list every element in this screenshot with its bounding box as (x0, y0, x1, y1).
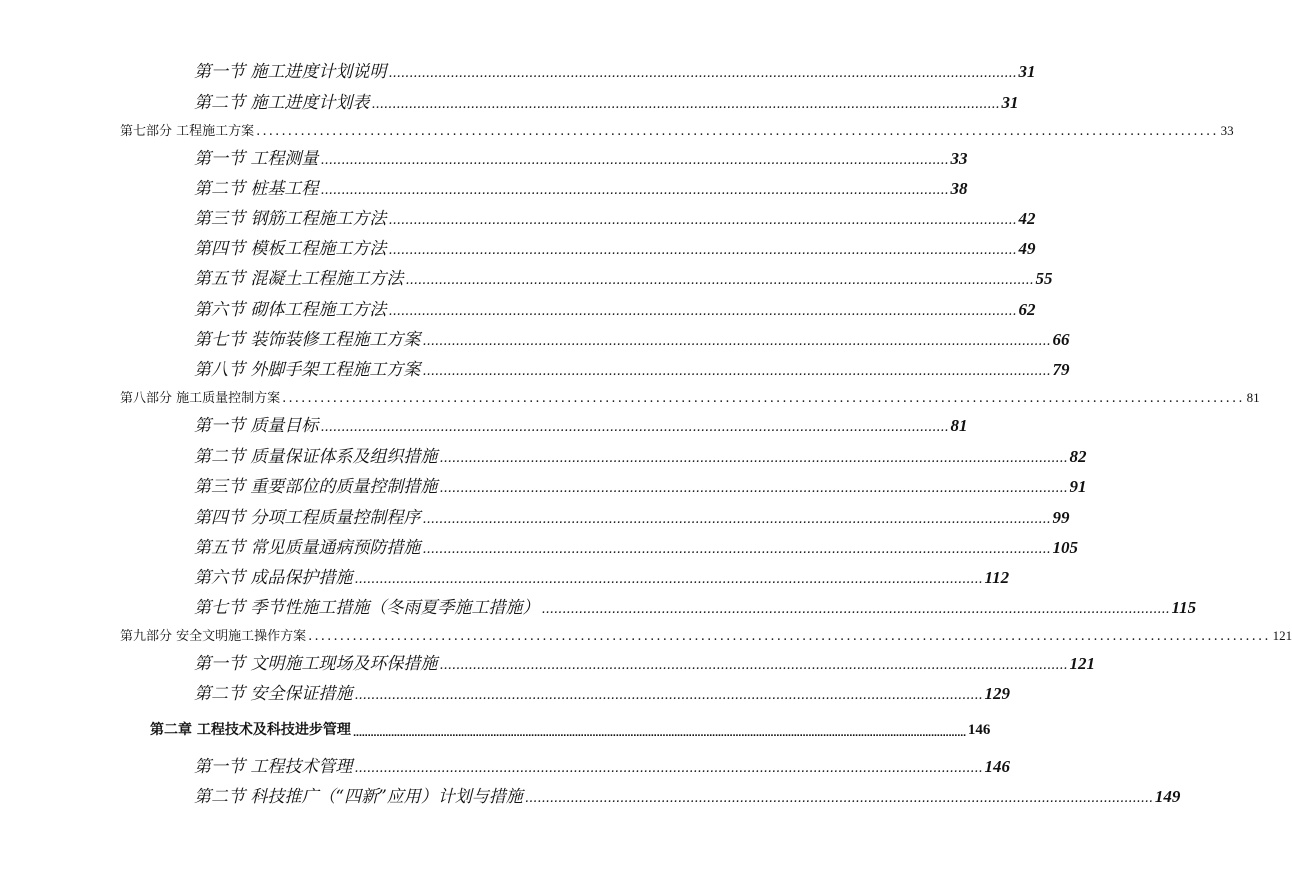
toc-entry-section[interactable] (194, 145, 968, 169)
dot-leader: ........................................................................................................................................................ (422, 512, 1051, 527)
dot-leader: ........................................................................................................................................................ (439, 481, 1068, 496)
toc-entry-title: 第二节 安全保证措施 (194, 684, 353, 704)
toc-entry-title: 第三节 重要部位的质量控制措施 (194, 477, 438, 497)
toc-entry-section[interactable] (194, 296, 1036, 320)
toc-entry-title: 第八部分 施工质量控制方案 (120, 391, 281, 406)
toc-entry-section[interactable] (194, 564, 1010, 588)
toc-entry-section[interactable] (194, 680, 1011, 704)
toc-entry-page: 38 (950, 179, 968, 198)
dot-leader: ........................................................................................................................................................ (371, 97, 1000, 112)
dot-leader: ........................................................................................................................................................ (524, 791, 1153, 806)
toc-entry-page: 146 (984, 757, 1011, 776)
toc-entry-section[interactable] (194, 265, 1053, 289)
toc-entry-chapter[interactable] (150, 719, 991, 739)
toc-entry-page: 149 (1154, 787, 1181, 806)
toc-entry-page: 121 (1272, 628, 1292, 643)
toc-entry-page: 33 (1220, 123, 1234, 138)
toc-entry-page: 105 (1052, 538, 1079, 557)
toc-entry-page: 91 (1069, 477, 1087, 496)
dot-leader: ........................................................................................................................................................ (282, 391, 1245, 406)
dot-leader: ........................................................................................................................................................ (388, 66, 1017, 81)
toc-entry-page: 66 (1052, 330, 1070, 349)
toc-entry-title: 第二节 质量保证体系及组织措施 (194, 447, 438, 467)
toc-entry-title: 第二节 科技推广（“四新”应用）计划与措施 (194, 787, 523, 807)
toc-entry-title: 第一节 工程测量 (194, 149, 319, 169)
dot-leader: ........................................................................................................................................................ (541, 602, 1170, 617)
dot-leader: ........................................................................................................................................................ (439, 658, 1068, 673)
toc-entry-title: 第一节 工程技术管理 (194, 757, 353, 777)
toc-entry-page: 99 (1052, 508, 1070, 527)
dot-leader: ........................................................................................................................................................ (388, 304, 1017, 319)
toc-entry-title: 第二节 桩基工程 (194, 179, 319, 199)
toc-entry-page: 31 (1018, 62, 1036, 81)
toc-entry-page: 129 (984, 684, 1011, 703)
toc-entry-page: 112 (984, 568, 1010, 587)
toc-entry-page: 121 (1069, 654, 1096, 673)
toc-entry-title: 第六节 成品保护措施 (194, 568, 353, 588)
toc-entry-part[interactable] (120, 388, 1260, 406)
toc-entry-title: 第七节 季节性施工措施（冬雨夏季施工措施） (194, 598, 540, 618)
dot-leader: ........................................................................................................................................................ (388, 243, 1017, 258)
toc-entry-page: 31 (1001, 93, 1019, 112)
toc-entry-page: 81 (950, 416, 968, 435)
dot-leader: ........................................................................................................................................................ (405, 273, 1034, 288)
toc-entry-section[interactable] (194, 235, 1036, 259)
dot-leader: .................................................................................................................................................................................................................. (352, 729, 966, 739)
toc-entry-section[interactable] (194, 412, 968, 436)
toc-entry-title: 第一节 文明施工现场及环保措施 (194, 654, 438, 674)
toc-entry-section[interactable] (194, 326, 1070, 350)
toc-entry-title: 第八节 外脚手架工程施工方案 (194, 360, 421, 380)
toc-entry-page: 33 (950, 149, 968, 168)
toc-entry-title: 第一节 质量目标 (194, 416, 319, 436)
dot-leader: ........................................................................................................................................................ (308, 629, 1271, 644)
toc-entry-section[interactable] (194, 89, 1019, 113)
toc-entry-section[interactable] (194, 650, 1096, 674)
dot-leader: ........................................................................................................................................................ (320, 420, 949, 435)
toc-entry-section[interactable] (194, 205, 1036, 229)
toc-entry-section[interactable] (194, 504, 1070, 528)
toc-entry-title: 第五节 常见质量通病预防措施 (194, 538, 421, 558)
toc-entry-page: 55 (1035, 269, 1053, 288)
dot-leader: ........................................................................................................................................................ (388, 213, 1017, 228)
toc-entry-section[interactable] (194, 58, 1036, 82)
toc-entry-title: 第六节 砌体工程施工方法 (194, 300, 387, 320)
toc-entry-page: 81 (1246, 390, 1260, 405)
toc-entry-section[interactable] (194, 356, 1070, 380)
toc-entry-section[interactable] (194, 594, 1197, 618)
toc-entry-section[interactable] (194, 783, 1181, 807)
dot-leader: ........................................................................................................................................................ (320, 153, 949, 168)
toc-entry-page: 42 (1018, 209, 1036, 228)
toc-entry-title: 第七节 装饰装修工程施工方案 (194, 330, 421, 350)
dot-leader: ........................................................................................................................................................ (422, 364, 1051, 379)
toc-entry-section[interactable] (194, 534, 1079, 558)
toc-entry-title: 第二节 施工进度计划表 (194, 93, 370, 113)
toc-entry-title: 第七部分 工程施工方案 (120, 124, 255, 139)
dot-leader: ........................................................................................................................................................ (422, 542, 1051, 557)
dot-leader: ........................................................................................................................................................ (354, 572, 983, 587)
toc-entry-title: 第二章 工程技术及科技进步管理 (150, 722, 351, 738)
toc-entry-page: 115 (1171, 598, 1197, 617)
toc-entry-title: 第九部分 安全文明施工操作方案 (120, 629, 307, 644)
toc-entry-title: 第五节 混凝土工程施工方法 (194, 269, 404, 289)
toc-entry-title: 第四节 分项工程质量控制程序 (194, 508, 421, 528)
dot-leader: ........................................................................................................................................................ (354, 761, 983, 776)
toc-entry-title: 第三节 钢筋工程施工方法 (194, 209, 387, 229)
toc-entry-section[interactable] (194, 753, 1011, 777)
toc-entry-part[interactable] (120, 626, 1292, 644)
dot-leader: ........................................................................................................................................................ (320, 183, 949, 198)
toc-entry-page: 79 (1052, 360, 1070, 379)
toc-entry-page: 49 (1018, 239, 1036, 258)
toc-entry-title: 第四节 模板工程施工方法 (194, 239, 387, 259)
toc-entry-part[interactable] (120, 121, 1234, 139)
toc-entry-section[interactable] (194, 175, 968, 199)
dot-leader: ........................................................................................................................................................ (354, 688, 983, 703)
toc-entry-page: 62 (1018, 300, 1036, 319)
toc-entry-page: 82 (1069, 447, 1087, 466)
toc-entry-page: 146 (967, 722, 991, 738)
dot-leader: ........................................................................................................................................................ (422, 334, 1051, 349)
toc-entry-section[interactable] (194, 473, 1087, 497)
toc-entry-title: 第一节 施工进度计划说明 (194, 62, 387, 82)
dot-leader: ........................................................................................................................................................ (256, 124, 1219, 139)
toc-entry-section[interactable] (194, 443, 1087, 467)
dot-leader: ........................................................................................................................................................ (439, 451, 1068, 466)
